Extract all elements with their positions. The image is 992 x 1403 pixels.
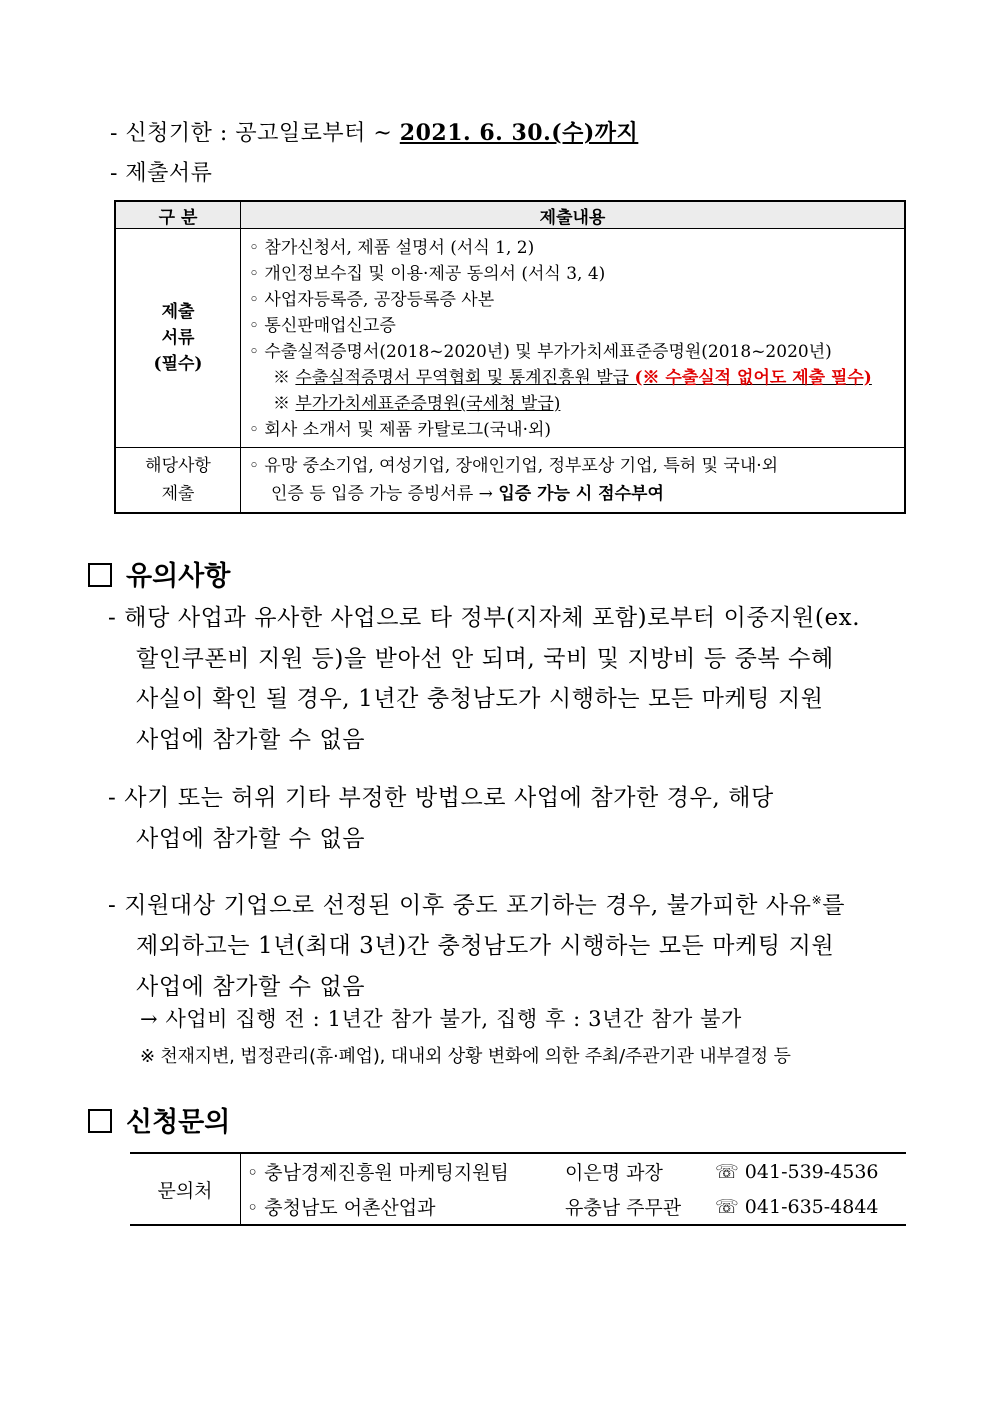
footnote-mark: ※ (811, 893, 823, 907)
table-header-row (115, 201, 905, 229)
required-label (115, 229, 241, 448)
list-item: ◦ 개인정보수집 및 이용·제공 동의서 (서식 3, 4) (249, 264, 606, 284)
note-text-body: 수출실적증명서 무역협회 및 통계진흥원 발급 (295, 368, 635, 388)
required-label-line: (필수) (153, 354, 203, 374)
contact-row (130, 1189, 906, 1225)
required-docs-content (241, 229, 906, 448)
contact-phone[interactable]: ☏ 041-539-4536 (715, 1160, 879, 1183)
docs-title: - 제출서류 (110, 161, 213, 186)
contact-person: 이은명 과장 (565, 1162, 663, 1184)
optional-label (115, 448, 241, 514)
optional-label-line: 제출 (161, 484, 195, 504)
list-item: ◦ 사업자등록증, 공장등록증 사본 (249, 290, 495, 310)
checkbox-square-icon (88, 563, 112, 587)
contact-org: ◦ 충청남도 어촌산업과 (247, 1197, 436, 1219)
note-text (295, 368, 871, 388)
contact-phone[interactable]: ☏ 041-635-4844 (715, 1195, 879, 1218)
note-text: 부가가치세표준증명원(국세청 발급) (295, 394, 561, 414)
header-content: 제출내용 (241, 201, 906, 229)
paragraph-line-text: - 지원대상 기업으로 선정된 이후 중도 포기하는 경우, 불가피한 사유 (108, 892, 812, 919)
paragraph-line: 할인쿠폰비 지원 등)을 받아선 안 되며, 국비 및 지방비 등 중복 수혜 (136, 645, 834, 672)
list-item-continued (241, 480, 904, 508)
header-category: 구 분 (115, 201, 241, 229)
paragraph-line: 사업에 참가할 수 없음 (136, 825, 366, 852)
optional-docs-row (115, 448, 905, 514)
deadline-prefix: - 신청기한 : 공고일로부터 ~ (110, 121, 400, 146)
scoring-note: 입증 가능 시 점수부여 (498, 484, 664, 504)
notice-footnote: ※ 천재지변, 법정관리(휴·폐업), 대내외 상황 변화에 의한 주최/주관기관 내부결정 등 (140, 1046, 791, 1067)
note-mark: ※ (273, 368, 296, 388)
contact-table (130, 1152, 906, 1226)
optional-label-line: 해당사항 (145, 456, 211, 476)
inquiry-heading-text: 신청문의 (126, 1107, 231, 1138)
paragraph-line (108, 880, 845, 926)
optional-docs-content (241, 448, 906, 514)
list-item: ◦ 수출실적증명서(2018~2020년) 및 부가가치세표준증명원(2018~2020년) (249, 342, 832, 362)
contact-org: ◦ 충남경제진흥원 마케팅지원팀 (247, 1162, 509, 1184)
paragraph-line: 사업에 참가할 수 없음 (136, 726, 366, 753)
paragraph-line: 사업에 참가할 수 없음 (136, 973, 366, 1000)
contact-row (130, 1153, 906, 1189)
required-label-line: 제출 (161, 302, 195, 322)
notice-paragraph-1 (108, 598, 860, 760)
list-item: ◦ 참가신청서, 제품 설명서 (서식 1, 2) (249, 238, 535, 258)
paragraph-line: - 해당 사업과 유사한 사업으로 타 정부(지자체 포함)로부터 이중지원(ex. (108, 605, 861, 631)
contact-person: 유충남 주무관 (565, 1197, 682, 1219)
paragraph-line: 사실이 확인 될 경우, 1년간 충청남도가 시행하는 모든 마케팅 지원 (136, 686, 824, 712)
contact-label: 문의처 (130, 1153, 241, 1225)
required-docs-row (115, 229, 905, 448)
paragraph-line-end: 를 (822, 892, 846, 919)
documents-table (114, 200, 906, 514)
notice-heading-text: 유의사항 (126, 561, 231, 592)
list-item: ◦ 유망 중소기업, 여성기업, 장애인기업, 정부포상 기업, 특허 및 국내·외 (249, 456, 779, 476)
list-item-text: 인증 등 입증 가능 증빙서류 → (271, 484, 499, 504)
list-item: ◦ 회사 소개서 및 제품 카탈로그(국내·외) (249, 420, 552, 440)
penalty-arrow-line: → 사업비 집행 전 : 1년간 참가 불가, 집행 후 : 3년간 참가 불가 (140, 1007, 742, 1031)
deadline-line (110, 116, 638, 147)
note-required-warning: (※ 수출실적 없어도 제출 필수) (634, 368, 872, 388)
paragraph-line: 제외하고는 1년(최대 3년)간 충청남도가 시행하는 모든 마케팅 지원 (136, 933, 835, 960)
required-label-line: 서류 (161, 328, 195, 348)
note-export-certificate (241, 365, 904, 391)
paragraph-line: - 사기 또는 허위 기타 부정한 방법으로 사업에 참가한 경우, 해당 (108, 785, 774, 811)
list-item: ◦ 통신판매업신고증 (249, 316, 396, 336)
inquiry-heading (88, 1100, 230, 1139)
note-mark: ※ (273, 394, 296, 414)
checkbox-square-icon (88, 1109, 112, 1133)
notice-paragraph-3 (108, 880, 845, 1007)
notice-paragraph-2 (108, 778, 774, 859)
notice-heading (88, 554, 230, 593)
note-vat-certificate (241, 391, 904, 417)
deadline-date: 2021. 6. 30.(수)까지 (399, 120, 639, 146)
